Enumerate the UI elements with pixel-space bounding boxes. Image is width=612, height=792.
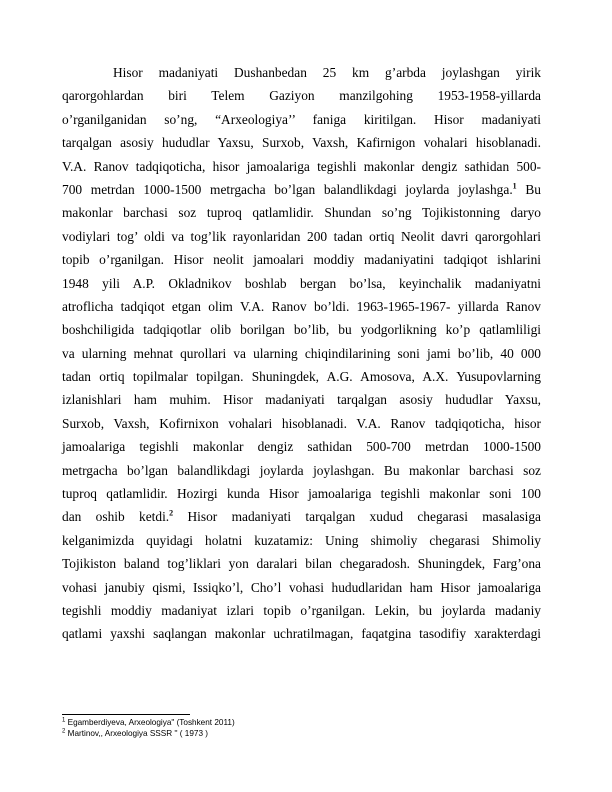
- text-line: topib o’rganilgan. Hisor neolit jamoalari moddiy madaniyatini tadqiqot ishlarini: [62, 252, 541, 268]
- text-line: vohasi janubiy qismi, Issiqko’l, Cho’l vohasi hududlaridan ham Hisor jamoalariga: [62, 579, 541, 595]
- footnote-number: 2: [62, 728, 66, 735]
- text-segment: 700 metrdan 1000-1500 metrgacha bo’lgan balandlikdagi joylarda joylashga.: [62, 181, 513, 197]
- text-line: va ularning mehnat qurollari va ularning chiqindilarining soni jami bo’lib, 40 000: [62, 345, 541, 361]
- text-line: V.A. Ranov tadqiqoticha, hisor jamoalariga tegishli makonlar dengiz sathidan 500-: [62, 158, 541, 174]
- main-paragraph: [62, 61, 541, 646]
- text-line: kelganimizda quyidagi holatni kuzatamiz: Uning shimoliy chegarasi Shimoliy: [62, 532, 541, 548]
- text-segment: Hisor madaniyati tarqalgan xudud chegarasi masalasiga: [173, 509, 542, 525]
- text-line: metrgacha bo’lgan balandlikdagi joylarda joylashgan. Bu makonlar barchasi soz: [62, 462, 541, 478]
- footnote-ref-2[interactable]: 2: [169, 508, 174, 518]
- text-line: makonlar barchasi soz tuproq qatlamlidir. Shundan so’ng Tojikistonning daryo: [62, 205, 541, 221]
- footnote-number: 1: [62, 717, 66, 724]
- text-line: tarqalgan asosiy hududlar Yaxsu, Surxob, Vaxsh, Kafirnigon vohalari hisoblanadi.: [62, 135, 541, 151]
- text-line: o’rganilganidan so’ng, “Arxeologiya’’ faniga kiritilgan. Hisor madaniyati: [62, 111, 541, 127]
- text-line: [62, 178, 541, 201]
- text-line: boshchiligida tadqiqotlar olib borilgan bo’lib, bu yodgorlikning ko’p qatlamliligi: [62, 322, 541, 338]
- footnotes: [62, 717, 235, 739]
- text-line: jamoalariga tegishli makonlar dengiz sathidan 500-700 metrdan 1000-1500: [62, 439, 541, 455]
- text-segment: Bu: [516, 181, 541, 197]
- text-line: Tojikiston baland tog’liklari yon daralari bilan chegaradosh. Shuningdek, Farg’ona: [62, 556, 541, 572]
- footnote-1: [62, 717, 235, 728]
- footnote-text: Martinov,, Arxeologiya SSSR '' ( 1973 ): [65, 729, 209, 738]
- text-line: Surxob, Vaxsh, Kofirnixon vohalari hisoblanadi. V.A. Ranov tadqiqoticha, hisor: [62, 415, 541, 431]
- text-line: tegishli moddiy madaniyat izlari topib o’rganilgan. Lekin, bu joylarda madaniy: [62, 602, 541, 618]
- text-line: 1948 yili A.P. Okladnikov boshlab bergan bo’lsa, keyinchalik madaniyatni: [62, 275, 541, 291]
- footnote-text: Egamberdiyeva, Arxeologiya" (Toshkent 2011): [65, 718, 235, 727]
- footnote-2: [62, 728, 235, 739]
- text-line: qarorgohlardan biri Telem Gaziyon manzilgohing 1953-1958-yillarda: [62, 88, 541, 104]
- text-line: tuproq qatlamlidir. Hozirgi kunda Hisor jamoalariga tegishli makonlar soni 100: [62, 486, 541, 502]
- footnote-ref-1[interactable]: 1: [512, 181, 517, 191]
- text-line: izlanishlari ham muhim. Hisor madaniyati tarqalgan asosiy hududlar Yaxsu,: [62, 392, 541, 408]
- text-segment: dan oshib ketdi.: [62, 509, 170, 525]
- text-line: vodiylari tog’ oldi va tog’lik rayonlaridan 200 tadan ortiq Neolit davri qarorgohlari: [62, 228, 541, 244]
- text-line: Hisor madaniyati Dushanbedan 25 km g’arbda joylashgan yirik: [113, 65, 541, 80]
- text-line: [62, 505, 541, 528]
- footnote-divider: [62, 714, 190, 715]
- text-line: atroflicha tadqiqot etgan olim V.A. Ranov bo’ldi. 1963-1965-1967- yillarda Ranov: [62, 298, 541, 314]
- text-line: tadan ortiq topilmalar topilgan. Shuningdek, A.G. Amosova, A.X. Yusupovlarning: [62, 369, 541, 385]
- text-line: qatlami yaxshi saqlangan makonlar uchratilmagan, faqatgina tasodifiy xarakterdagi: [62, 626, 541, 642]
- document-page: [62, 61, 541, 646]
